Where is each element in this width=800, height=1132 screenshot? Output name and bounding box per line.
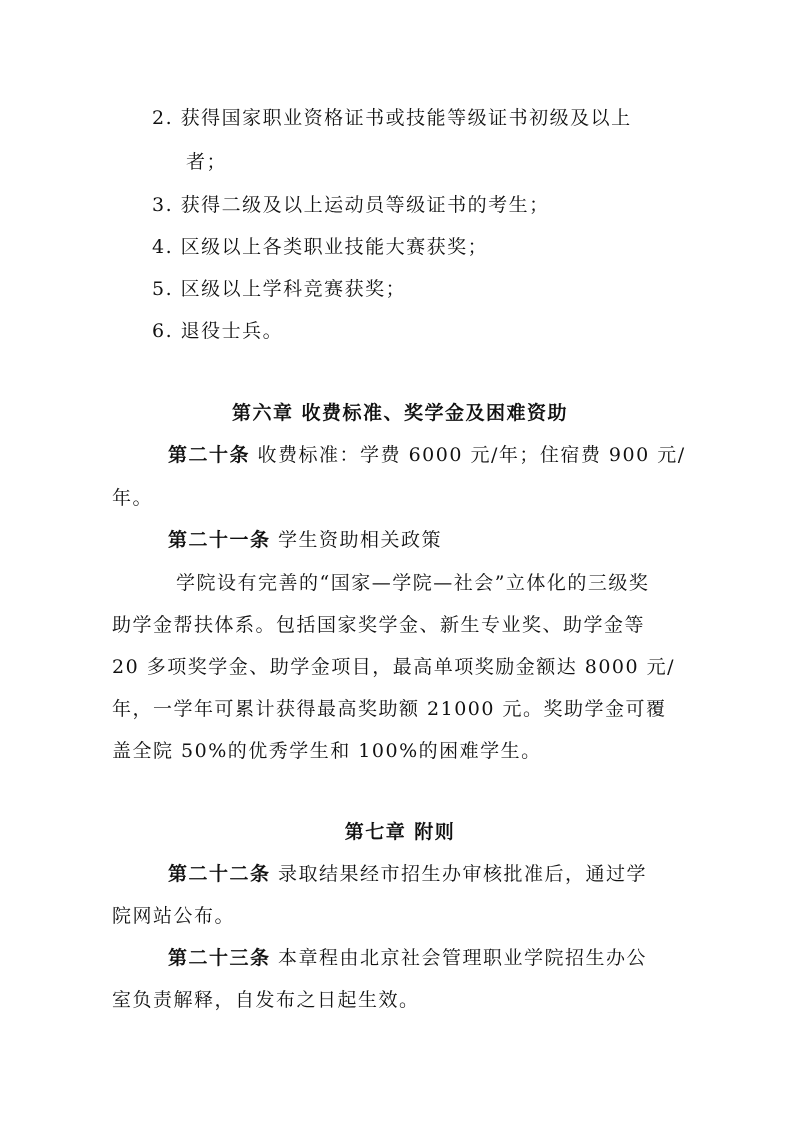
article-21-para-line-1: 学院设有完善的“国家—学院—社会”立体化的三级奖	[176, 572, 650, 594]
article-21-para-line-3: 20 多项奖学金、助学金项目，最高单项奖励金额达 8000 元/	[112, 656, 676, 678]
article-23-label: 第二十三条	[168, 947, 271, 969]
list-item-3: 3. 获得二级及以上运动员等级证书的考生；	[152, 194, 550, 216]
list-item-6: 6. 退役士兵。	[152, 320, 284, 342]
article-22-line-1	[168, 862, 647, 886]
list-item-4: 4. 区级以上各类职业技能大赛获奖；	[152, 236, 489, 258]
article-20-line-2: 年。	[112, 487, 154, 509]
list-item-2-line-1: 2. 获得国家职业资格证书或技能等级证书初级及以上	[152, 107, 632, 129]
article-23-line-1	[168, 946, 647, 970]
article-21-para-line-2: 助学金帮扶体系。包括国家奖学金、新生专业奖、助学金等	[112, 614, 646, 636]
article-20-label: 第二十条	[168, 444, 251, 466]
article-21-text: 学生资助相关政策	[270, 529, 443, 551]
article-23-line-2: 室负责解释，自发布之日起生效。	[112, 989, 420, 1011]
list-item-2-line-2: 者；	[186, 151, 228, 173]
list-item-5: 5. 区级以上学科竞赛获奖；	[152, 278, 407, 300]
article-21-para-line-5: 盖全院 50%的优秀学生和 100%的困难学生。	[112, 740, 542, 762]
article-22-label: 第二十二条	[168, 863, 271, 885]
article-21-line	[168, 528, 442, 552]
chapter-7-title: 第七章 附则	[344, 821, 456, 843]
article-22-line-2: 院网站公布。	[112, 905, 236, 927]
article-21-para-line-4: 年，一学年可累计获得最高奖助额 21000 元。奖助学金可覆	[112, 698, 667, 720]
article-23-text: 本章程由北京社会管理职业学院招生办公	[270, 947, 648, 969]
chapter-6-title: 第六章 收费标准、奖学金及困难资助	[231, 402, 569, 424]
article-22-text: 录取结果经市招生办审核批准后，通过学	[270, 863, 648, 885]
article-21-label: 第二十一条	[168, 529, 271, 551]
article-20-text: 收费标准：学费 6000 元/年；住宿费 900 元/	[250, 444, 686, 466]
article-20-line-1	[168, 443, 686, 467]
